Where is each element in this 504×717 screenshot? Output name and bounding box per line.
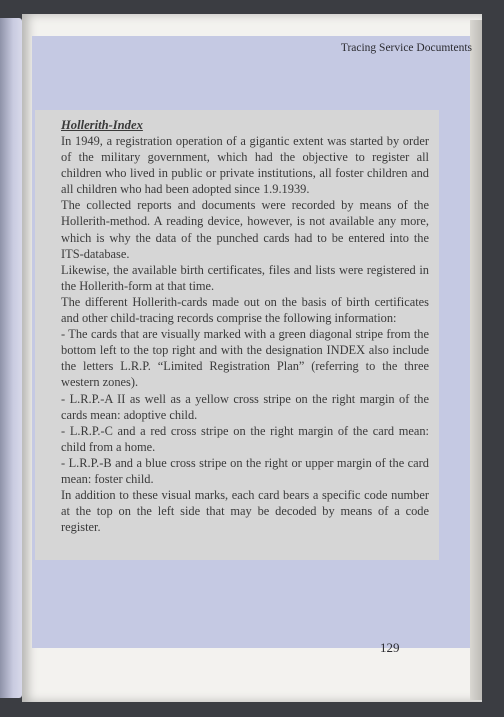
paragraph: In 1949, a registration operation of a gigantic extent was started by order of the military government, which had the objective to register all children who lived in public or private institutions, all foster children and all children who had been adopted since 1.9.1939. bbox=[61, 134, 429, 197]
list-item: - L.R.P.-A II as well as a yellow cross stripe on the right margin of the cards mean: adoptive child. bbox=[61, 391, 429, 422]
paragraph: In addition to these visual marks, each card bears a specific code number at the top on the left side that may be decoded by means of a code register. bbox=[61, 488, 429, 535]
paragraph: The different Hollerith-cards made out on the basis of birth certificates and other child-tracing records comprise the following information: bbox=[61, 294, 429, 326]
page-stack-edge bbox=[470, 20, 482, 700]
list-item: - The cards that are visually marked with a green diagonal stripe from the bottom left to the top right and with the designation INDEX also include the letters L.R.P. “Limited Registration Plan” (referring to the three western zones). bbox=[61, 327, 429, 390]
paragraph: The collected reports and documents were recorded by means of the Hollerith-method. A reading device, however, is not available any more, which is why the data of the punched cards had to be entered into the ITS-database. bbox=[61, 198, 429, 261]
section-heading: Hollerith-Index bbox=[61, 118, 143, 132]
running-header: Tracing Service Documtents bbox=[340, 42, 472, 54]
page-number: 129 bbox=[380, 640, 400, 655]
list-item: - L.R.P.-C and a red cross stripe on the right margin of the card mean: child from a home. bbox=[61, 423, 429, 454]
list-item: - L.R.P.-B and a blue cross stripe on the right or upper margin of the card mean: foster child. bbox=[61, 455, 429, 486]
text-box bbox=[35, 110, 439, 560]
paragraph: Likewise, the available birth certificates, files and lists were registered in the Hollerith-form at that time. bbox=[61, 262, 429, 293]
facing-page-edge bbox=[0, 18, 22, 698]
